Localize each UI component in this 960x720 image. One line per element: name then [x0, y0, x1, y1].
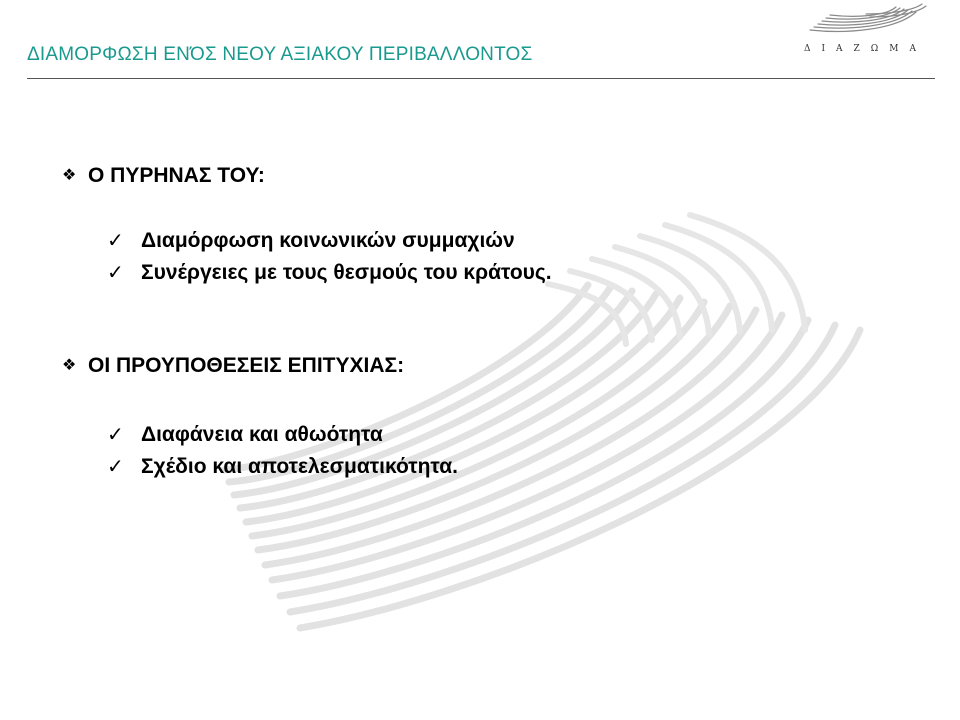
diamond-bullet-icon: ❖	[62, 167, 77, 184]
logo-swoosh-icon	[796, 0, 936, 44]
section-heading-text: ΟΙ ΠΡΟΥΠΟΘΕΣΕΙΣ ΕΠΙΤΥΧΙΑΣ:	[88, 354, 405, 377]
section-heading-text: Ο ΠΥΡΗΝΑΣ ΤΟΥ:	[88, 164, 265, 187]
section-heading-prerequisites	[62, 354, 404, 378]
list-item-text: Σχέδιο και αποτελεσματικότητα.	[141, 455, 458, 478]
list-item-text: Διαφάνεια και αθωότητα	[141, 423, 383, 446]
list-item-text: Διαμόρφωση κοινωνικών συμμαχιών	[141, 229, 515, 252]
list-item	[107, 228, 515, 253]
title-divider	[27, 78, 935, 79]
slide-title: ΔΙΑΜΟΡΦΩΣΗ ΕΝΌΣ ΝΕΟΥ ΑΞΙΑΚΟΥ ΠΕΡΙΒΑΛΛΟΝΤΟΣ	[27, 44, 533, 65]
checkmark-icon: ✓	[107, 262, 124, 284]
logo-wordmark: ΔΙΑΖΩΜΑ	[804, 44, 927, 54]
checkmark-icon: ✓	[107, 230, 124, 252]
diazoma-logo	[796, 0, 936, 60]
section-heading-core	[62, 164, 265, 188]
diamond-bullet-icon: ❖	[62, 357, 77, 374]
list-item	[107, 422, 383, 447]
checkmark-icon: ✓	[107, 424, 124, 446]
list-item	[107, 260, 552, 285]
list-item-text: Συνέργειες με τους θεσμούς του κράτους.	[141, 261, 552, 284]
list-item	[107, 454, 458, 479]
checkmark-icon: ✓	[107, 456, 124, 478]
